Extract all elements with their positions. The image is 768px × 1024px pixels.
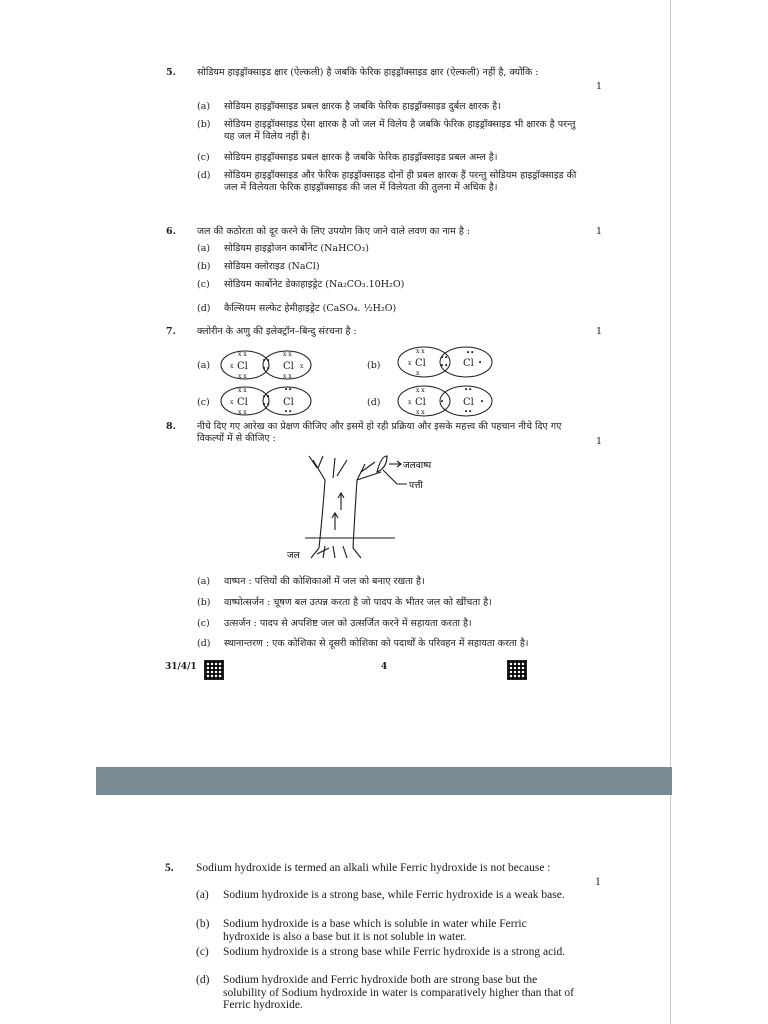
chlorine-symbol: Cl [237,361,248,372]
svg-text:x x: x x [283,373,292,380]
structure-d [398,386,492,416]
option-text: सोडियम हाइड्रॉक्साइड ऐसा क्षारक है जो जल में विलेय है जबकि फेरिक हाइड्रॉक्साइड भी क्षारक है परन्तु यह जल में विलेय नहीं है। [224,119,576,142]
chlorine-symbol: Cl [283,397,294,408]
option-label: (b) [196,918,210,930]
structure-c [221,386,311,416]
question-number: 6. [166,226,176,237]
svg-text:x: x [300,363,304,370]
transpiration-diagram [285,450,485,570]
leaf-label: पत्ती [409,481,423,491]
option-label: (b) [197,119,211,130]
question-number: 7. [166,326,176,337]
svg-text:x x: x x [238,373,247,380]
water-label: जल [287,551,300,561]
option-label: (b) [197,597,211,608]
svg-text:••: •• [440,362,449,370]
svg-text:••: •• [262,393,271,401]
svg-text:••: •• [466,349,475,357]
paper-code: 31/4/1 [165,662,197,672]
chlorine-symbol: Cl [463,358,474,369]
svg-text:••: •• [262,357,271,365]
svg-text:•: • [478,359,483,367]
qr-code-icon [507,660,527,680]
svg-text:•: • [480,398,485,406]
option-label: (c) [197,397,210,408]
svg-text:x x: x x [283,351,292,358]
page-edge [670,0,671,1024]
option-label: (a) [197,243,211,254]
option-label: (d) [196,974,210,986]
option-label: (d) [197,170,211,181]
option-label: (a) [197,576,211,587]
question-text: क्लोरीन के अणु की इलेक्ट्रॉन–बिन्दु संरचना है : [197,326,357,337]
marks: 1 [596,436,603,447]
chlorine-symbol: Cl [415,397,426,408]
question-number: 5. [166,67,176,78]
svg-text:x x: x x [416,348,425,355]
structure-b [398,347,492,377]
svg-text:x x: x x [238,351,247,358]
option-label: (c) [196,946,209,958]
marks: 1 [596,326,603,337]
option-text: कैल्सियम सल्फेट हेमीहाइड्रेट (CaSO₄. ½H₂O) [224,303,397,314]
option-label: (b) [197,261,211,272]
question-number: 5. [165,862,174,874]
marks: 1 [596,81,603,92]
option-text: सोडियम हाइड्रॉक्साइड प्रबल क्षारक है जबकि फेरिक हाइड्रॉक्साइड प्रबल अम्ल है। [224,152,498,163]
svg-text:x x: x x [416,387,425,394]
chlorine-symbol: Cl [283,361,294,372]
question-text: सोडियम हाइड्रॉक्साइड क्षार (ऐल्कली) है जबकि फेरिक हाइड्रॉक्साइड क्षार (ऐल्कली) नहीं है, क्योंकि : [197,67,539,78]
svg-text:x x: x x [238,387,247,394]
option-label: (c) [197,152,210,163]
svg-text:••: •• [440,354,449,362]
option-text: उत्सर्जन : पादप से अपशिष्ट जल को उत्सर्जित करने में सहायता करता है। [224,618,472,629]
option-text: वाष्पन : पत्तियों की कोशिकाओं में जल को बनाए रखता है। [224,576,425,587]
svg-text:x x: x x [238,409,247,416]
option-label: (b) [367,360,381,371]
qr-code-icon [204,660,224,680]
svg-text:•: • [440,398,445,406]
svg-text:x x: x x [416,409,425,416]
option-text: Sodium hydroxide is a strong base, while Ferric hydroxide is a weak base. [223,889,565,901]
option-text: सोडियम क्लोराइड (NaCl) [224,261,320,272]
svg-text:x: x [408,360,412,367]
chlorine-symbol: Cl [415,358,426,369]
option-text: सोडियम हाइड्रॉक्साइड प्रबल क्षारक है जबकि फेरिक हाइड्रॉक्साइड दुर्बल क्षारक है। [224,101,501,112]
chlorine-symbol: Cl [237,397,248,408]
option-text: Sodium hydroxide is a strong base while Ferric hydroxide is a strong acid. [223,946,566,958]
option-label: (d) [197,638,211,649]
question-text: नीचे दिए गए आरेख का प्रेक्षण कीजिए और इसमें हो रही प्रक्रिया और इसके महत्त्व की पहचान नीचे दिए गए विकल्पों में से कीजिए : [197,421,562,444]
option-label: (a) [197,101,211,112]
chlorine-symbol: Cl [463,397,474,408]
svg-text:x: x [230,363,234,370]
structure-a [221,351,311,380]
vapour-label: जलवाष्प [403,461,432,471]
option-text: Sodium hydroxide and Ferric hydroxide both are strong base but the solubility of Sodium hydroxide in water is comparatively higher than that of Ferric hydroxide. [223,974,575,1011]
svg-text:••: •• [464,386,473,394]
option-label: (a) [196,889,209,901]
option-label: (c) [197,279,210,290]
svg-text:••: •• [262,401,271,409]
svg-text:••: •• [284,408,293,416]
option-text: सोडियम हाइड्रोजन कार्बोनेट (NaHCO₃) [224,243,369,254]
marks: 1 [595,876,601,888]
page-number: 4 [381,662,388,672]
option-text: सोडियम कार्बोनेट डेकाहाइड्रेट (Na₂CO₃.10H₂O) [224,279,405,290]
option-label: (d) [197,303,211,314]
svg-text:x: x [408,399,412,406]
page-separator [96,767,672,795]
question-text: जल की कठोरता को दूर करने के लिए उपयोग किए जाने वाले लवण का नाम है : [197,226,471,237]
option-label: (c) [197,618,210,629]
svg-text:x: x [230,399,234,406]
question-text: Sodium hydroxide is termed an alkali while Ferric hydroxide is not because : [196,862,551,874]
svg-text:••: •• [262,365,271,373]
svg-text:••: •• [464,408,473,416]
option-label: (d) [367,397,381,408]
marks: 1 [596,226,603,237]
option-text: Sodium hydroxide is a base which is soluble in water while Ferric hydroxide is also a base but it is not soluble in water. [223,918,527,943]
option-text: स्थानान्तरण : एक कोशिका से दूसरी कोशिका को पदार्थों के परिवहन में सहायता करता है। [224,638,529,649]
option-text: सोडियम हाइड्रॉक्साइड और फेरिक हाइड्रॉक्साइड दोनों ही प्रबल क्षारक हैं परन्तु सोडियम हाइड्रॉक्साइड की जल में विलेयता फेरिक हाइड्रॉक्साइड की जल में विलेयता की तुलना में अधिक है। [224,170,577,193]
svg-text:••: •• [284,386,293,394]
electron-dot-structures [0,0,670,440]
svg-text:x: x [416,370,420,377]
question-number: 8. [166,421,176,432]
option-text: वाष्पोत्सर्जन : चूषण बल उत्पन्न करता है जो पादप के भीतर जल को खींचता है। [224,597,492,608]
option-label: (a) [197,360,211,371]
